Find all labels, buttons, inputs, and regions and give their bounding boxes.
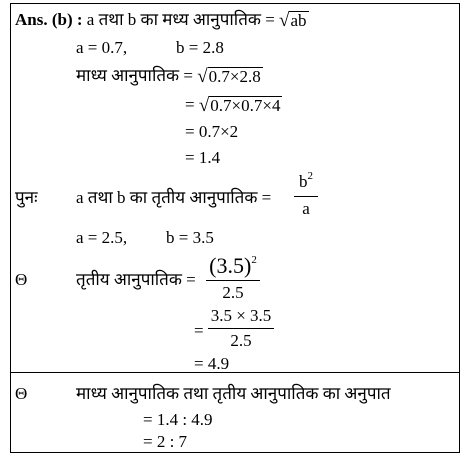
third-result: = 4.9 [194, 354, 230, 373]
third-label: तृतीय आनुपातिक = [76, 270, 196, 289]
radical-sign: √ [198, 95, 210, 116]
ratio-step-1: = 1.4 : 4.9 [143, 410, 213, 429]
answer-line [15, 10, 309, 30]
numerator: $(3.5)^2$ [206, 254, 260, 281]
fraction-b2-over-a [294, 172, 318, 219]
radicand-ab: ab [290, 11, 307, 30]
divider-line [10, 372, 460, 373]
again-marker: पुनः [15, 188, 38, 207]
fraction-35x35 [208, 306, 274, 351]
denominator: a [302, 199, 310, 218]
radical-sign: √ [279, 10, 290, 31]
given-a-1: a = 0.7, [76, 38, 128, 57]
mean-label: माध्य आनुपातिक = [76, 66, 193, 85]
mean-step-2 [185, 95, 282, 115]
since-marker-2: Θ [15, 384, 28, 403]
radicand-1: 0.7×2.8 [208, 67, 261, 86]
equals-sign-2: = [194, 321, 204, 340]
given-a-2: a = 2.5, [76, 228, 128, 247]
numerator: 3.5 × 3.5 [208, 306, 274, 329]
mean-line [76, 66, 263, 86]
equals-sign: = [185, 95, 195, 114]
given-b-1: b = 2.8 [176, 38, 224, 57]
denominator: 2.5 [230, 331, 252, 350]
mean-proportional-statement: a तथा b का मध्य आनुपातिक = [86, 10, 275, 29]
denominator: 2.5 [222, 283, 244, 302]
sqrt-mean-1 [197, 66, 263, 86]
given-b-2: b = 3.5 [166, 228, 214, 247]
sqrt-ab [279, 10, 308, 30]
numerator: $b^2$ [294, 172, 318, 197]
sqrt-mean-2 [199, 95, 283, 115]
since-marker-1: Θ [15, 270, 28, 289]
radical-sign: √ [197, 66, 208, 87]
ratio-step-2: = 2 : 7 [143, 432, 188, 451]
ratio-statement: माध्य आनुपातिक तथा तृतीय आनुपातिक का अनुपात [76, 384, 391, 403]
mean-step-3: = 0.7×2 [185, 122, 239, 141]
answer-label: Ans. (b) : [15, 10, 83, 29]
fraction-35-squared [206, 254, 260, 303]
radicand-2: 0.7×0.7×4 [210, 96, 281, 115]
third-proportional-statement: a तथा b का तृतीय आनुपातिक = [76, 188, 272, 207]
mean-step-4: = 1.4 [185, 148, 221, 167]
